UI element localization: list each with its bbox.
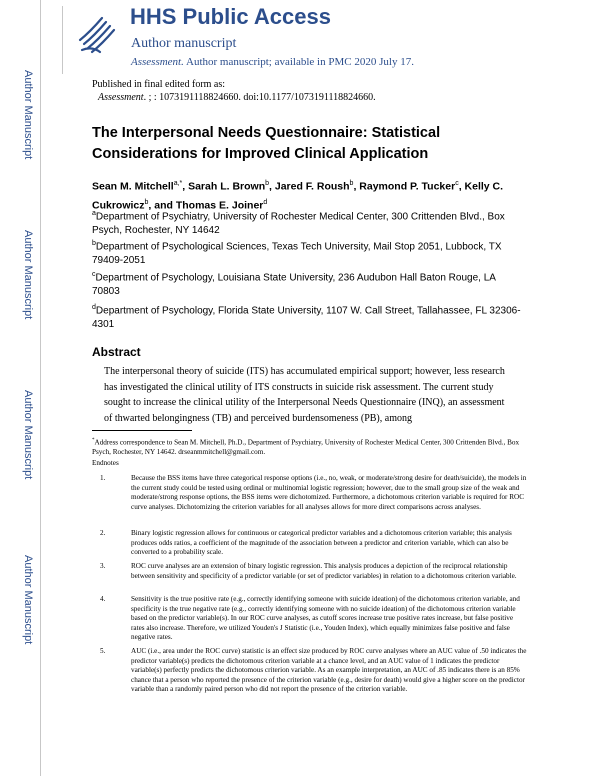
author-sup: c <box>455 180 459 187</box>
header-divider <box>62 6 63 74</box>
author-name: Raymond P. Tucker <box>359 180 456 193</box>
abstract-text: The interpersonal theory of suicide (ITS) has accumulated empirical support; however, less research has investigated the clinical utility of ITS constructs in suicide risk assessment. The current study sought to increase the clinical utility of the Interpersonal Needs Questionnaire (INQ), an assessment of thwarted belongingness (TB) and perceived burdensomeness (PB), among <box>104 366 505 424</box>
author-sup: a,* <box>173 180 183 187</box>
article-title: The Interpersonal Needs Questionnaire: Statistical Considerations for Improved Clinical Application <box>92 125 441 162</box>
availability-text: Author manuscript; available in PMC 2020 July 17. <box>186 56 414 68</box>
correspondence-footnote: *Address correspondence to Sean M. Mitchell, Ph.D., Department of Psychiatry, University of Rochester Medical Center, 300 Crittenden Blvd., Box Psych, Rochester, NY 14642. drseanmmitchell@gmail.com. <box>92 438 520 457</box>
sidebar-label: Author Manuscript <box>22 390 34 480</box>
author-sup: b <box>144 198 149 206</box>
hhs-eagle-logo-icon <box>72 6 124 58</box>
author-sup: d <box>263 198 268 206</box>
author-list: Sean M. Mitchell$^{a,*}$, Sarah L. Brown$^b$, Jared F. Roush$^b$, Raymond P. Tucker$^c$, Kelly C. Cukrowicz$^b$, and Thomas E. Joiner$^d$ <box>92 180 504 211</box>
author-sup: b <box>349 180 354 187</box>
author-name: Sean M. Mitchell <box>92 180 174 193</box>
sidebar-label: Author Manuscript <box>22 555 34 645</box>
sidebar-divider <box>40 0 41 776</box>
hhs-public-access-title: HHS Public Access <box>130 4 331 29</box>
published-journal: Assessment <box>98 92 144 103</box>
abstract-heading: Abstract <box>92 345 141 359</box>
affiliation: $^d$Department of Psychology, Florida State University, 1107 W. Call Street, Tallahassee, FL 32306-4301 <box>92 304 521 331</box>
sidebar <box>0 0 50 776</box>
author-name: Kelly C. Cukrowicz <box>92 180 504 211</box>
sidebar-label: Author Manuscript <box>22 70 34 160</box>
author-manuscript-label: Author manuscript <box>131 36 237 51</box>
affiliation: $^a$Department of Psychiatry, University of Rochester Medical Center, 300 Crittenden Blvd., Box Psych, Rochester, NY 14642 <box>92 210 505 237</box>
journal-name: Assessment. <box>131 56 184 68</box>
author-sup: b <box>265 180 270 187</box>
author-name: Thomas E. Joiner <box>175 199 264 211</box>
published-label: Published in final edited form as: <box>92 79 226 90</box>
affiliation: $^b$Department of Psychological Sciences, Texas Tech University, Mail Stop 2051, Lubbock, TX 79409-2051 <box>92 240 502 267</box>
endnotes-heading: Endnotes <box>92 459 119 467</box>
availability-line <box>131 56 414 68</box>
author-name: Jared F. Roush <box>274 180 350 193</box>
published-citation: . ; : 1073191118824660. doi:10.1177/1073191118824660. <box>143 92 376 103</box>
published-info <box>92 78 376 104</box>
author-name: Sarah L. Brown <box>188 180 266 193</box>
sidebar-label: Author Manuscript <box>22 230 34 320</box>
affiliation: $^c$Department of Psychology, Louisiana State University, 236 Audubon Hall Baton Rouge, LA 70803 <box>92 271 496 298</box>
footnote-divider <box>92 430 192 431</box>
